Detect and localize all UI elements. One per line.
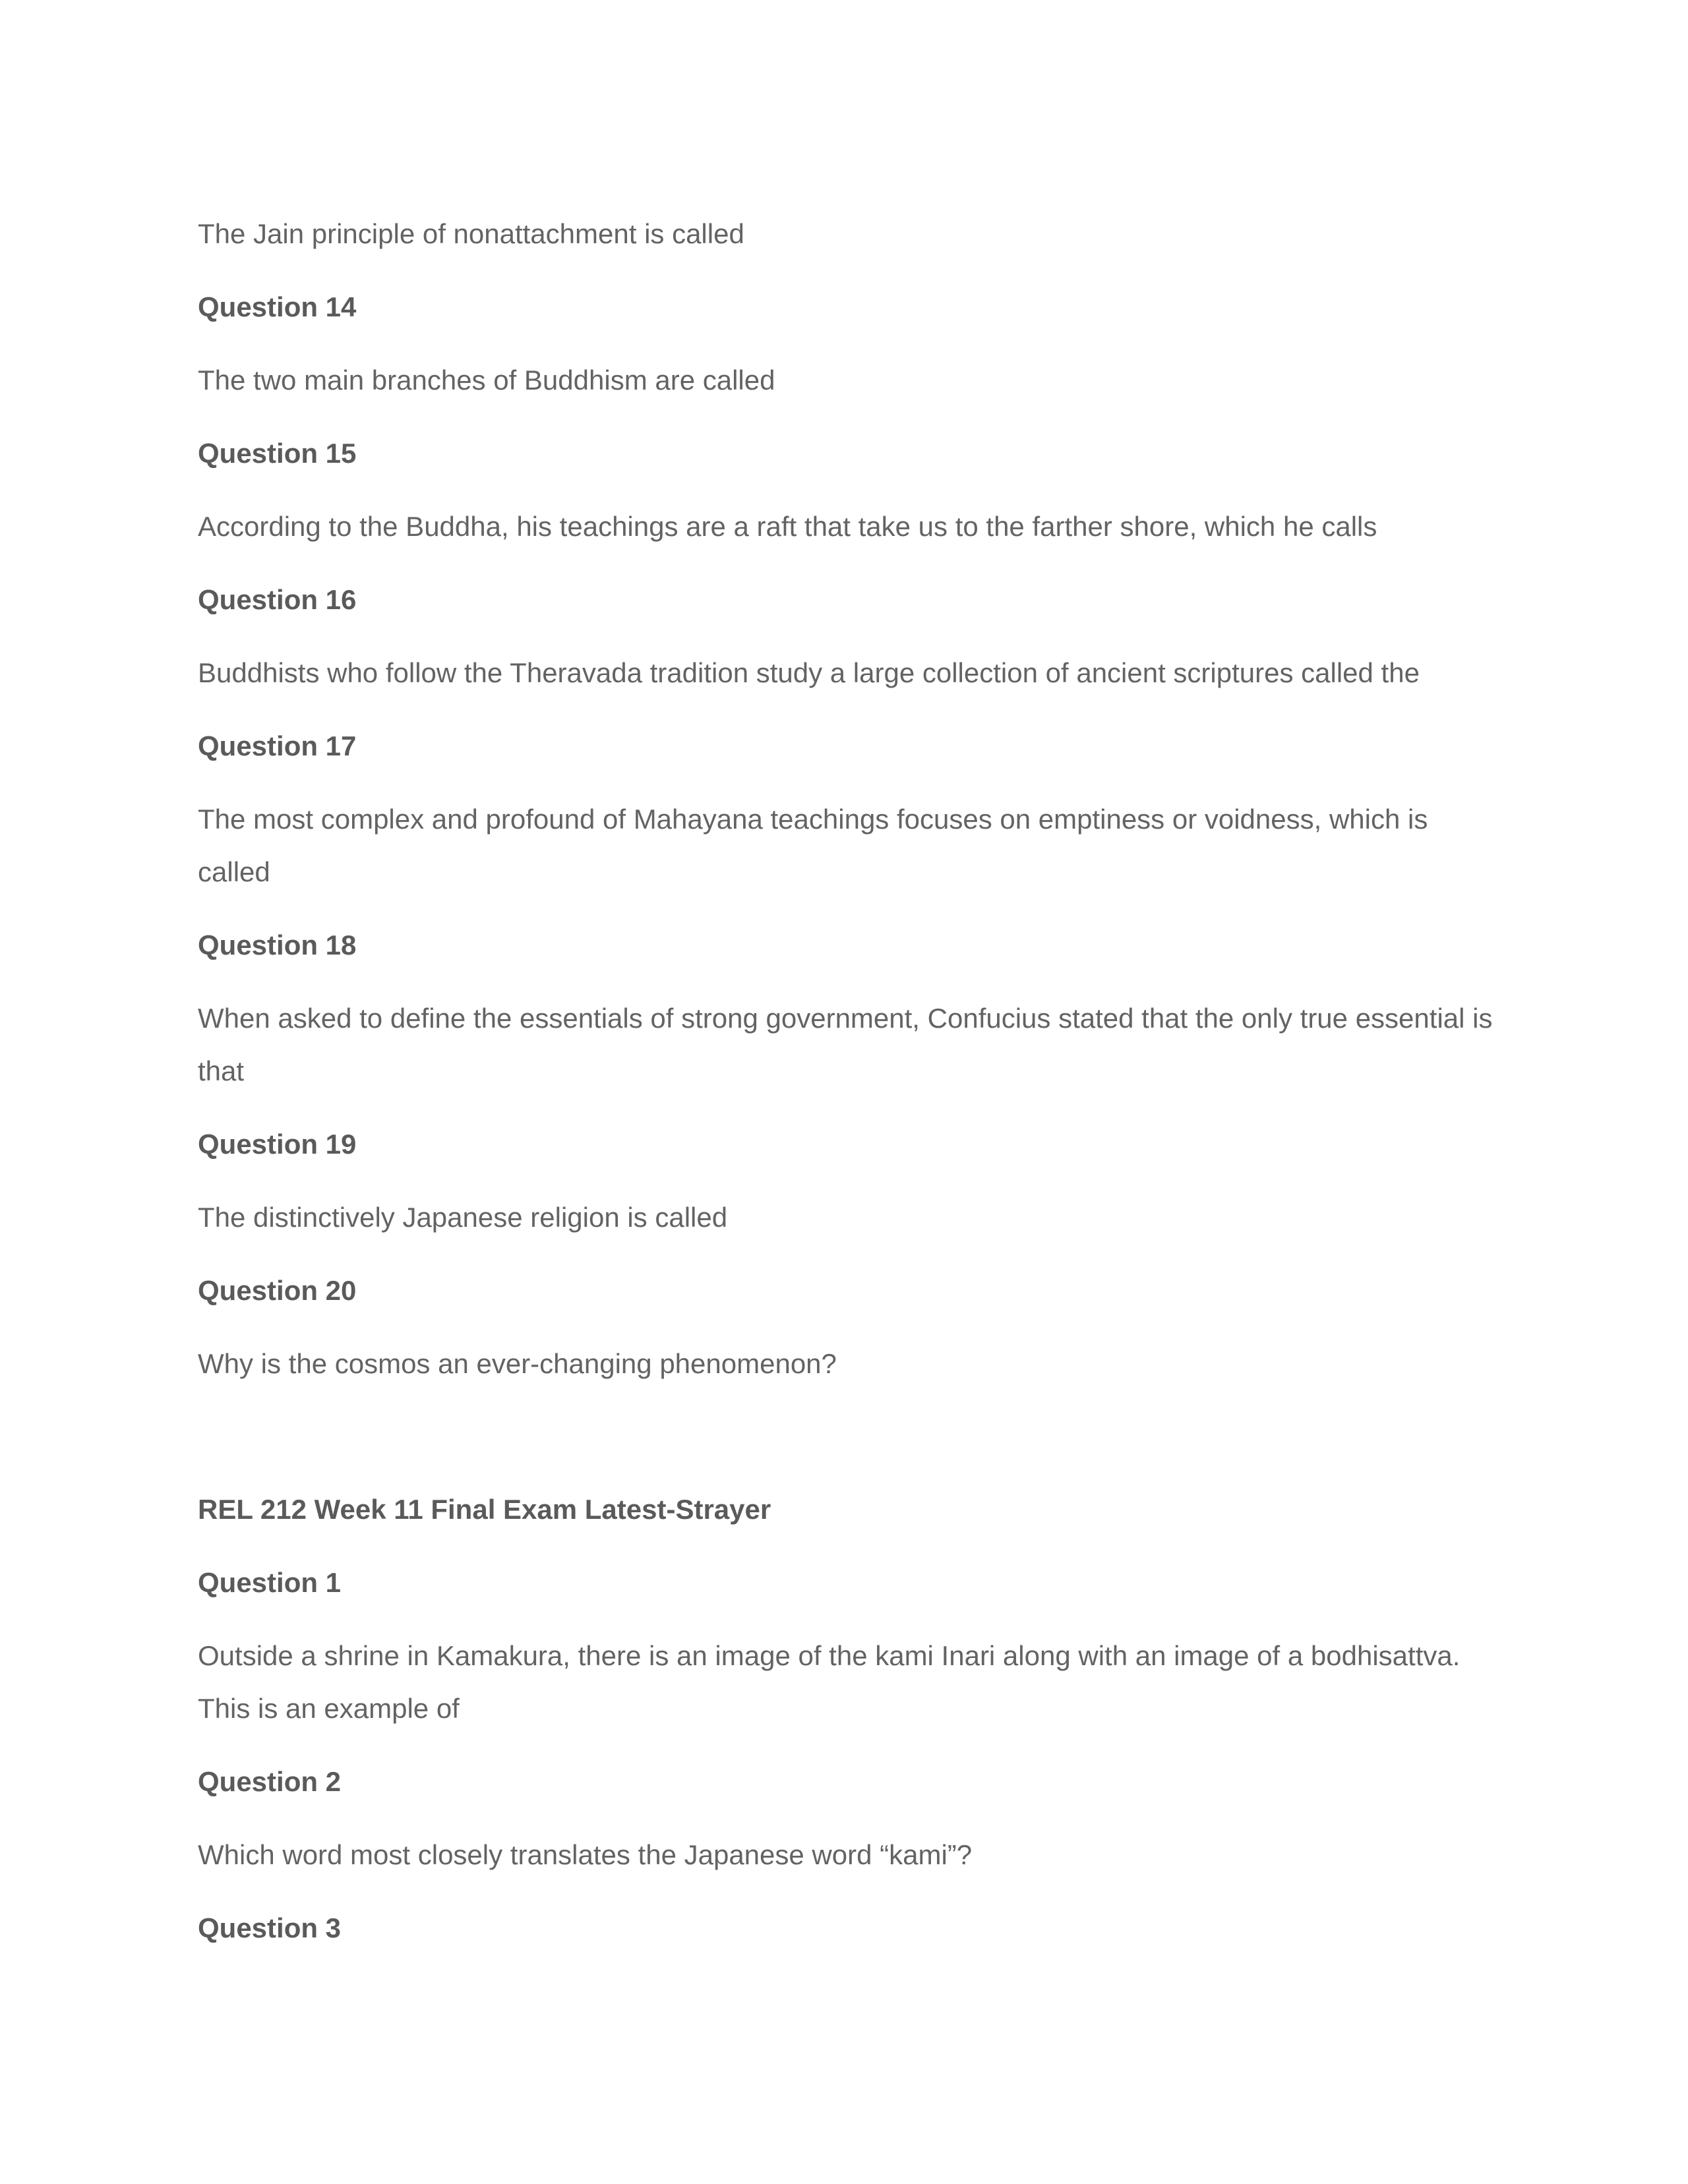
body-text: called	[198, 856, 270, 887]
document-page	[198, 0, 1517, 2184]
question-heading: Question 20	[198, 1275, 357, 1306]
question-heading: Question 19	[198, 1129, 357, 1160]
question-heading: Question 16	[198, 584, 357, 615]
body-text: This is an example of	[198, 1693, 460, 1724]
section-title: REL 212 Week 11 Final Exam Latest-Strayer	[198, 1494, 771, 1525]
body-text: Buddhists who follow the Theravada tradition study a large collection of ancient scriptures called the	[198, 657, 1420, 688]
body-text: When asked to define the essentials of strong government, Confucius stated that the only true essential is	[198, 1003, 1493, 1034]
question-heading: Question 1	[198, 1567, 342, 1598]
body-text: The two main branches of Buddhism are called	[198, 365, 775, 396]
question-heading: Question 2	[198, 1766, 342, 1797]
question-heading: Question 18	[198, 930, 357, 960]
body-text: The most complex and profound of Mahayana teachings focuses on emptiness or voidness, which is	[198, 804, 1428, 835]
body-text: According to the Buddha, his teachings are a raft that take us to the farther shore, which he calls	[198, 511, 1377, 542]
question-heading: Question 14	[198, 291, 357, 322]
body-text: The distinctively Japanese religion is called	[198, 1202, 728, 1233]
question-heading: Question 3	[198, 1912, 342, 1943]
body-text: Outside a shrine in Kamakura, there is an image of the kami Inari along with an image of a bodhisattva.	[198, 1640, 1461, 1671]
body-text: that	[198, 1055, 245, 1086]
body-text: Which word most closely translates the Japanese word “kami”?	[198, 1839, 973, 1870]
body-text: The Jain principle of nonattachment is called	[198, 218, 744, 249]
question-heading: Question 17	[198, 730, 357, 761]
body-text: Why is the cosmos an ever-changing phenomenon?	[198, 1348, 837, 1379]
question-heading: Question 15	[198, 438, 357, 469]
